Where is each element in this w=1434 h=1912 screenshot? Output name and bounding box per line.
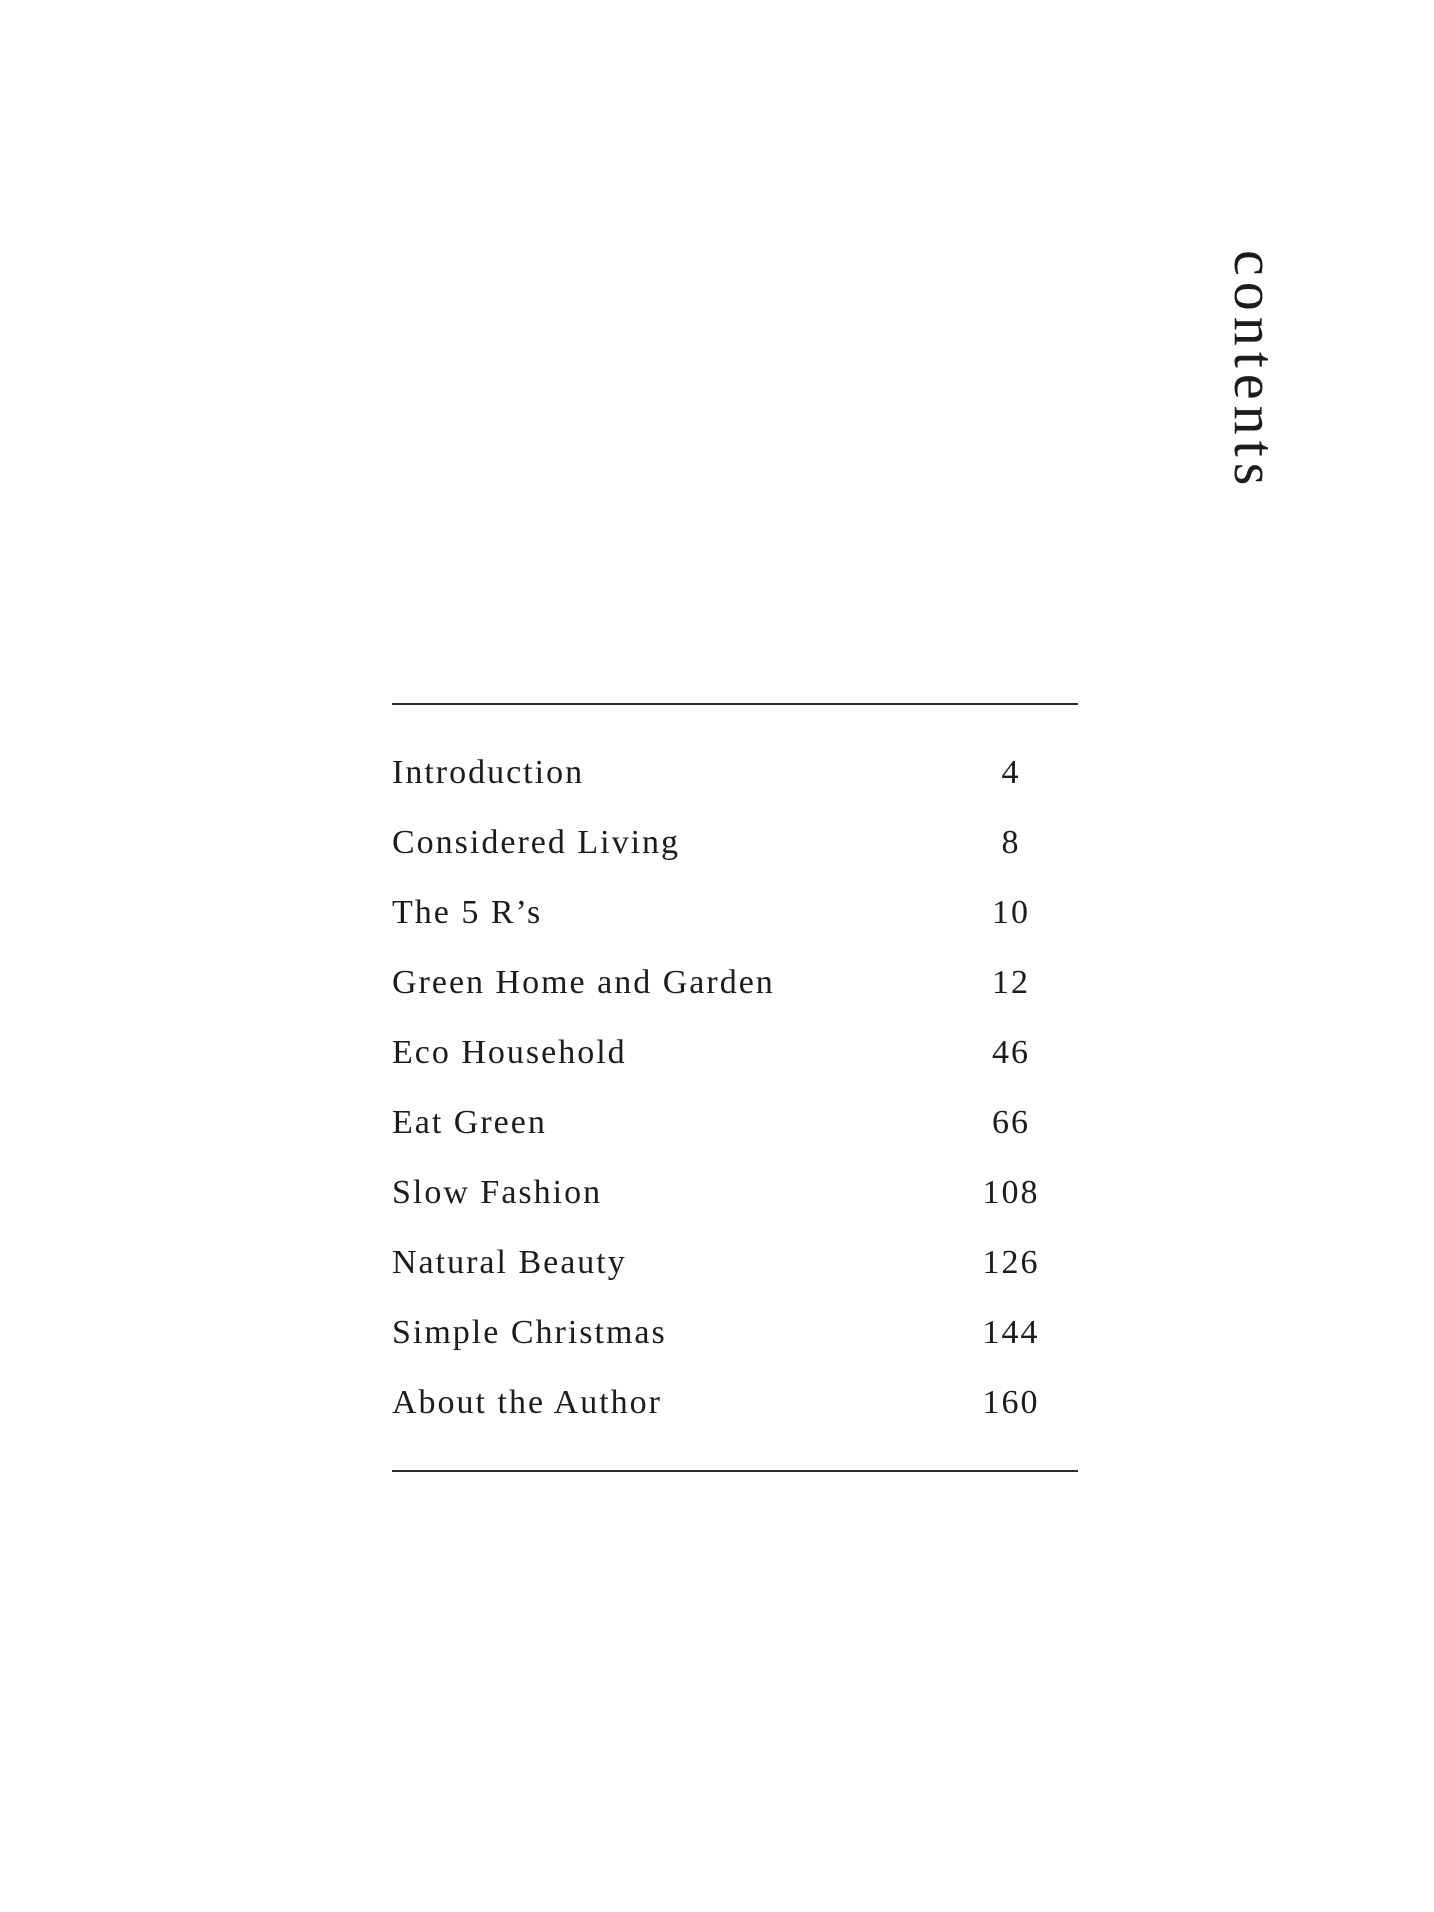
toc-entry-title: Eat Green bbox=[392, 1104, 547, 1141]
toc-entry-page-number: 12 bbox=[992, 964, 1030, 1001]
toc-entry-title: Green Home and Garden bbox=[392, 964, 775, 1001]
toc-entry-simple-christmas[interactable] bbox=[392, 1298, 1078, 1368]
toc-entry-page-number: 8 bbox=[1001, 824, 1021, 861]
top-divider bbox=[392, 703, 1078, 705]
toc-entry-title: Natural Beauty bbox=[392, 1244, 627, 1281]
toc-entry-natural-beauty[interactable] bbox=[392, 1228, 1078, 1298]
toc-entry-page-number: 160 bbox=[982, 1384, 1040, 1421]
toc-entry-page-number: 144 bbox=[982, 1314, 1040, 1351]
toc-entry-title: Eco Household bbox=[392, 1034, 627, 1071]
toc-entry-about-the-author[interactable] bbox=[392, 1368, 1078, 1438]
toc-entry-page-number: 66 bbox=[992, 1104, 1030, 1141]
toc-entry-introduction[interactable] bbox=[392, 738, 1078, 808]
toc-entry-eco-household[interactable] bbox=[392, 1018, 1078, 1088]
toc-entry-title: Simple Christmas bbox=[392, 1314, 667, 1351]
bottom-divider bbox=[392, 1470, 1078, 1472]
toc-entry-slow-fashion[interactable] bbox=[392, 1158, 1078, 1228]
toc-entry-considered-living[interactable] bbox=[392, 808, 1078, 878]
toc-entry-title: The 5 R’s bbox=[392, 894, 543, 931]
toc-entry-title: About the Author bbox=[392, 1384, 662, 1421]
toc-entry-page-number: 126 bbox=[982, 1244, 1040, 1281]
toc-entry-title: Slow Fashion bbox=[392, 1174, 603, 1211]
toc-entry-page-number: 108 bbox=[982, 1174, 1040, 1211]
table-of-contents bbox=[392, 738, 1078, 1438]
toc-entry-title: Considered Living bbox=[392, 824, 681, 861]
toc-entry-the-5-rs[interactable] bbox=[392, 878, 1078, 948]
page-title: contents bbox=[1222, 250, 1287, 492]
toc-entry-title: Introduction bbox=[392, 754, 585, 791]
toc-entry-eat-green[interactable] bbox=[392, 1088, 1078, 1158]
toc-entry-page-number: 4 bbox=[1001, 754, 1021, 791]
toc-entry-green-home-and-garden[interactable] bbox=[392, 948, 1078, 1018]
toc-entry-page-number: 46 bbox=[992, 1034, 1030, 1071]
toc-entry-page-number: 10 bbox=[992, 894, 1030, 931]
